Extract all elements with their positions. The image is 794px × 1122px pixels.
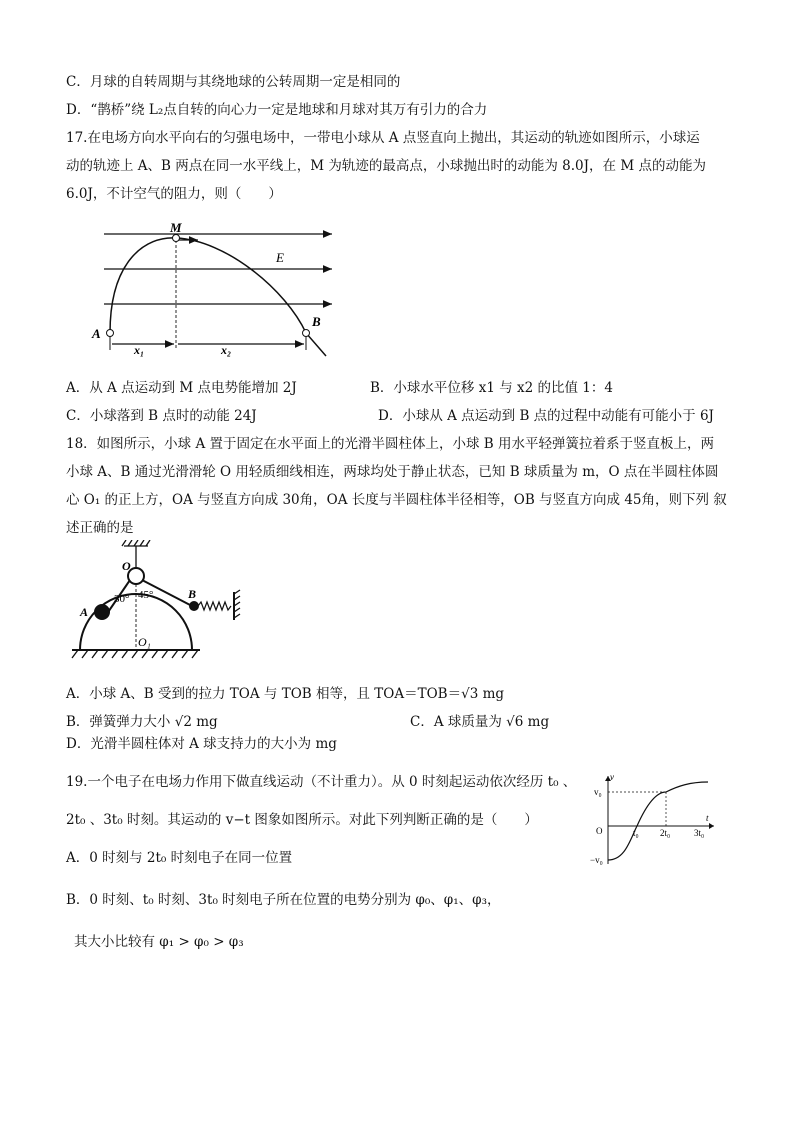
label-x2: x₂	[221, 343, 232, 357]
label-t: t	[706, 813, 709, 823]
option-18a: A．小球 A、B 受到的拉力 TOA 与 TOB 相等，且 TOA＝TOB＝√3 mg	[66, 686, 505, 702]
trajectory-curve	[110, 238, 326, 356]
question-17-line2: 动的轨迹上 A、B 两点在同一水平线上，M 为轨迹的最高点，小球抛出时的动能为 8.0J，在 M 点的动能为	[66, 158, 706, 174]
option-17prev-c: C．月球的自转周期与其绕地球的公转周期一定是相同的	[66, 74, 401, 90]
tick-t0: t₀	[633, 828, 639, 838]
option-17a: A．从 A 点运动到 M 点电势能增加 2J	[66, 380, 297, 396]
question-19-line2: 2t₀ 、3t₀ 时刻。其运动的 v−t 图象如图所示。对此下列判断正确的是（ ）	[66, 812, 538, 828]
label-O: O	[122, 559, 131, 573]
option-17prev-d: D．“鹊桥”绕 L₂点自转的向心力一定是地球和月球对其万有引力的合力	[66, 102, 488, 118]
option-17b: B．小球水平位移 x1 与 x2 的比值 1：4	[370, 380, 613, 396]
label-O1: O₁	[138, 635, 151, 649]
label-origin: O	[596, 826, 603, 836]
label-E: E	[276, 250, 284, 265]
angle-30: 30°	[114, 593, 130, 605]
ball-B	[189, 601, 199, 611]
question-17-line1: 17.在电场方向水平向右的匀强电场中，一带电小球从 A 点竖直向上抛出，其运动的轨迹如图所示，小球运	[66, 130, 700, 146]
tick-2t0: 2t₀	[660, 828, 671, 838]
tick-3t0: 3t₀	[694, 828, 705, 838]
option-18c: C．A 球质量为 √6 mg	[410, 714, 550, 730]
vt-curve	[608, 782, 708, 860]
question-18-line2: 小球 A、B 通过光滑滑轮 O 用轻质细线相连，两球均处于静止状态，已知 B 球质量为 m，O 点在半圆柱体圆	[66, 464, 719, 480]
label-M: M	[170, 220, 182, 235]
question-19-line1: 19.一个电子在电场力作用下做直线运动（不计重力）。从 0 时刻起运动依次经历 t₀ 、	[66, 774, 577, 790]
label-A: A	[80, 605, 89, 619]
question-18-line4: 述正确的是	[66, 520, 134, 536]
option-17d: D．小球从 A 点运动到 B 点的过程中动能有可能小于 6J	[378, 408, 714, 424]
label-v0: v₀	[594, 787, 602, 797]
option-18d: D．光滑半圆柱体对 A 球支持力的大小为 mg	[66, 736, 337, 752]
figure-18-pulley	[66, 540, 256, 665]
option-18b: B．弹簧弹力大小 √2 mg	[66, 714, 218, 730]
figure-19-vt-graph	[590, 770, 720, 868]
ball-A	[94, 604, 110, 620]
question-17-line3: 6.0J，不计空气的阻力，则（ ）	[66, 186, 282, 202]
option-19b-cont: 其大小比较有 φ₁ > φ₀ > φ₃	[74, 934, 244, 950]
label-x1: x₁	[134, 343, 145, 357]
angle-45: 45°	[138, 589, 154, 601]
question-18-line1: 18．如图所示，小球 A 置于固定在水平面上的光滑半圆柱体上，小球 B 用水平轻弹簧拉着系于竖直板上，两	[66, 436, 715, 452]
spring	[198, 602, 231, 610]
label-B: B	[312, 314, 321, 329]
label-B: B	[188, 587, 197, 601]
label-neg-v0: −v₀	[590, 855, 603, 865]
question-18-line3: 心 O₁ 的正上方，OA 与竖直方向成 30角，OA 长度与半圆柱体半径相等，OB 与竖直方向成 45角，则下列 叙	[66, 492, 727, 508]
figure-17-trajectory	[86, 220, 346, 360]
option-19b: B．0 时刻、t₀ 时刻、3t₀ 时刻电子所在位置的电势分别为 φ₀、φ₁、φ₃，	[66, 892, 501, 908]
label-v: v	[610, 772, 614, 782]
label-A: A	[92, 326, 101, 341]
option-17c: C．小球落到 B 点时的动能 24J	[66, 408, 257, 424]
option-19a: A．0 时刻与 2t₀ 时刻电子在同一位置	[66, 850, 293, 866]
